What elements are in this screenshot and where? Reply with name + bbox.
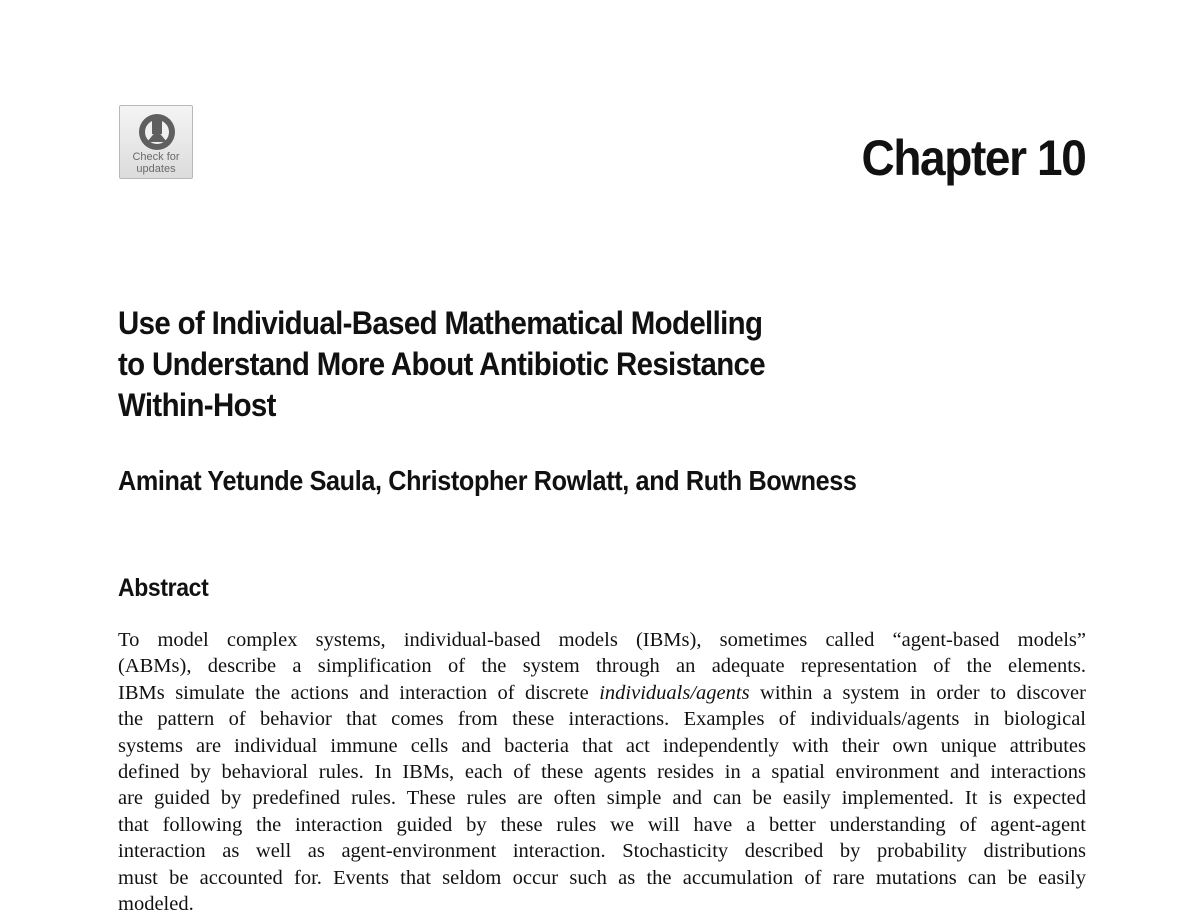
abstract-line: interaction as well as agent-environment interaction. Stochasticity described by probability distributions: [118, 840, 1086, 863]
abstract-line: systems are individual immune cells and bacteria that act independently with their own unique attributes: [118, 734, 1086, 757]
abstract-text: within a system in order to discover: [749, 681, 1086, 704]
abstract-line: defined by behavioral rules. In IBMs, each of these agents resides in a spatial environment and interactions: [118, 761, 1086, 784]
abstract-line: the pattern of behavior that comes from these interactions. Examples of individuals/agents in biological: [118, 708, 1086, 731]
check-for-updates-label: [120, 151, 192, 175]
abstract-line: [118, 680, 1086, 706]
chapter-title: [118, 303, 946, 426]
abstract-italic-term: individuals/agents: [599, 681, 750, 704]
abstract-line: modeled.: [118, 893, 194, 916]
abstract-line: To model complex systems, individual-based models (IBMs), sometimes called “agent-based models”: [118, 629, 1086, 651]
check-for-updates-icon: [137, 112, 177, 152]
title-line: Use of Individual-Based Mathematical Modelling: [118, 305, 763, 341]
check-for-updates-badge[interactable]: [119, 105, 193, 179]
abstract-line: must be accounted for. Events that seldom occur such as the accumulation of rare mutations can be easily: [118, 866, 1086, 889]
abstract-text: IBMs simulate the actions and interaction of discrete: [118, 681, 600, 704]
title-line: to Understand More About Antibiotic Resistance: [118, 346, 766, 382]
badge-line-2: updates: [136, 163, 176, 175]
chapter-label: Chapter 10: [861, 130, 1085, 186]
abstract-line: (ABMs), describe a simplification of the system through an adequate representation of the elements.: [118, 655, 1086, 678]
abstract-line: are guided by predefined rules. These rules are often simple and can be easily implemented. It is expected: [118, 787, 1086, 810]
abstract-heading: Abstract: [118, 574, 209, 602]
title-line: Within-Host: [118, 387, 276, 423]
abstract-body: [118, 627, 1086, 916]
abstract-line: that following the interaction guided by these rules we will have a better understanding of agent-agent: [118, 813, 1086, 836]
author-list: Aminat Yetunde Saula, Christopher Rowlatt, and Ruth Bowness: [118, 465, 857, 496]
badge-line-1: Check for: [132, 151, 180, 163]
